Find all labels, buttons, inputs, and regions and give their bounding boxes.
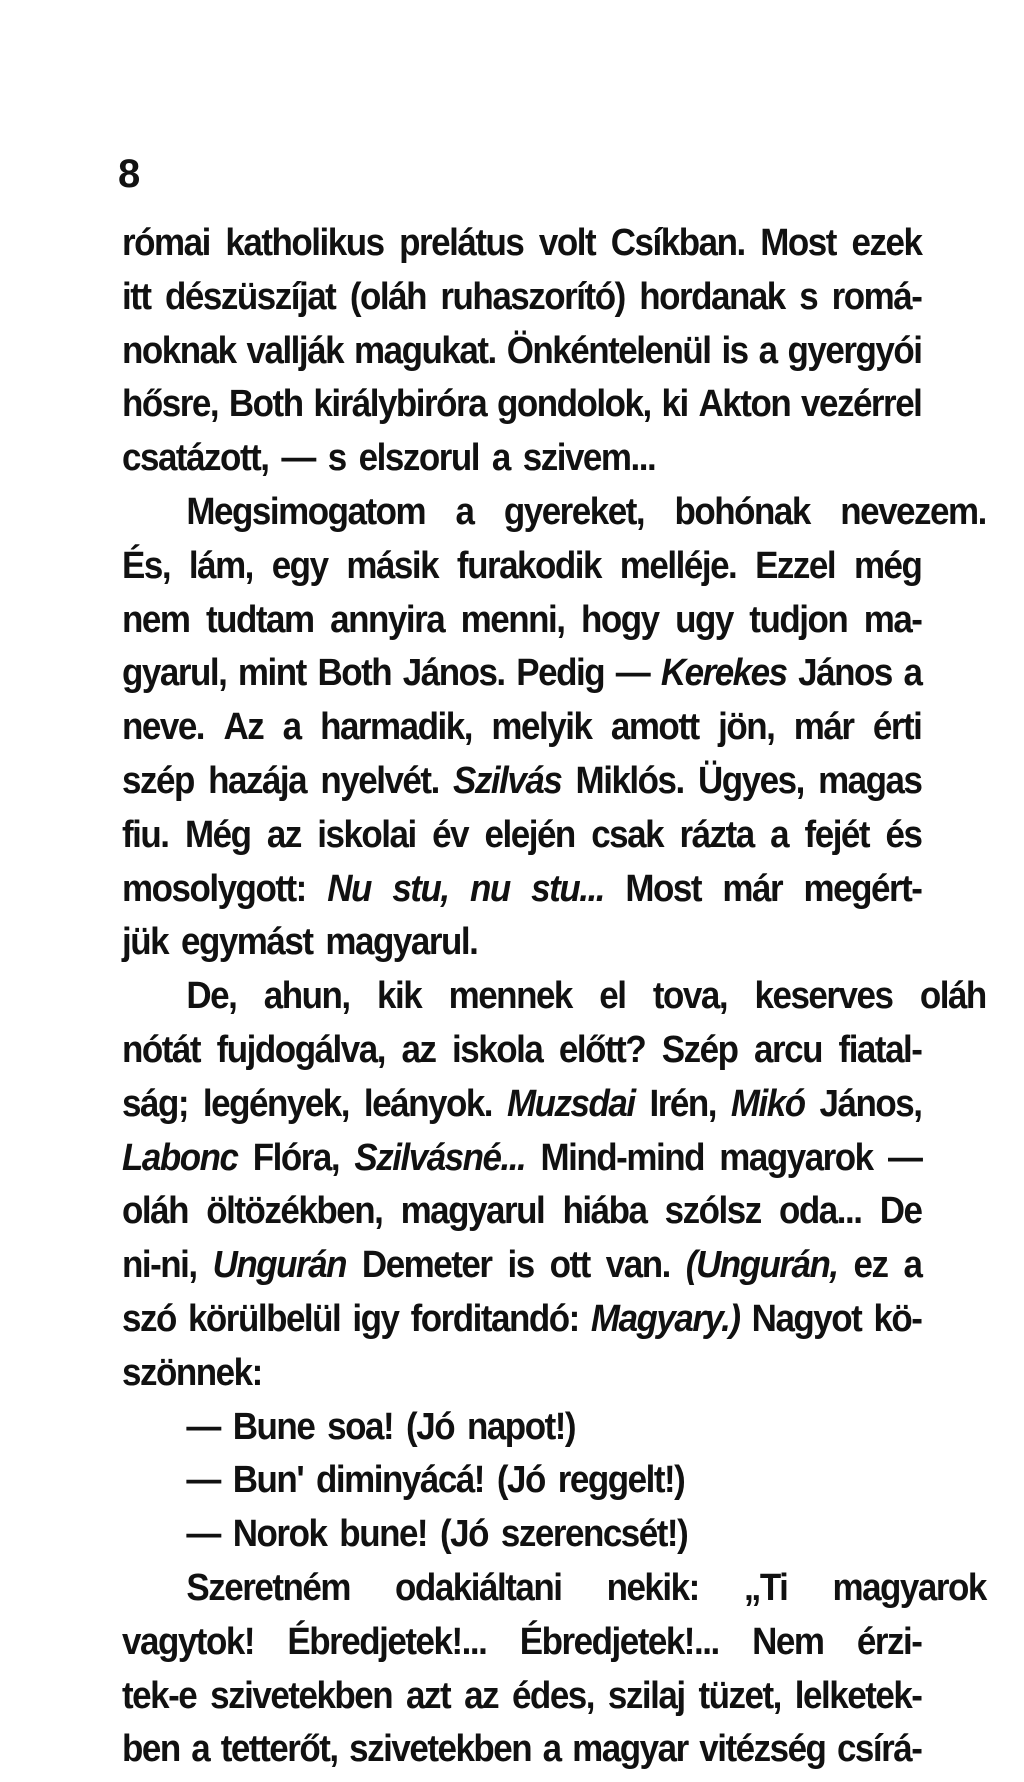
word: szivem... [522,437,656,480]
word: hordanak [639,275,785,318]
text-line [122,491,986,545]
word: tudtam [205,598,314,641]
word: nyelvét. [320,759,439,802]
word: megért- [803,867,922,910]
word: soa! [327,1405,394,1448]
word: s [799,275,818,318]
word: oda... [779,1190,862,1233]
word: vezérrel [801,383,922,426]
word: János [798,652,892,695]
word: ugy [675,598,733,641]
word: szerencsét!) [500,1513,688,1556]
word: neve. [122,706,205,749]
text-line [122,1675,921,1729]
word: gyergyói [787,329,922,372]
word: fiu. [122,813,169,856]
word: szivetekben [210,1674,393,1717]
word: lelketek- [794,1674,922,1717]
word: bohónak [674,490,810,533]
word: Most [760,222,836,264]
word: Irén, [649,1082,716,1125]
word: Még [184,813,251,856]
word: ahun, [263,975,350,1018]
word: — [887,1136,922,1179]
word: Norok [232,1513,327,1556]
word: Bun' [232,1459,304,1502]
text-line [122,1298,921,1352]
word: ben [122,1728,180,1771]
word: dészüszíjat [165,275,336,318]
text-line [122,437,921,491]
word: Miklós. [575,759,684,802]
word: és [885,813,922,856]
word: magyarul. [325,921,478,964]
word: ez [853,1244,888,1287]
word: is [507,1244,534,1287]
word: a [491,437,510,480]
word: annyira [330,598,445,641]
word: jük [122,921,169,964]
word: szivetekben [349,1728,532,1771]
word: Both [317,652,392,695]
word: hiába [562,1190,647,1233]
word: diminyácá! [316,1459,484,1502]
word: másik [346,544,439,587]
word: katholikus [225,222,384,264]
word: még [853,544,922,587]
word: Akton [698,383,791,426]
word: Both [228,383,303,426]
word: Ébredjetek!... [519,1620,719,1663]
word: lám, [188,544,253,587]
text-line [122,545,921,599]
word: (Jó [496,1459,545,1502]
text-line [122,330,921,384]
word: ott [549,1244,590,1287]
word: volt [538,222,596,264]
word: stu, [392,867,449,910]
word: már [793,706,854,749]
word: — [186,1513,220,1556]
word: az [464,1674,499,1717]
word: érti [872,706,922,749]
word: De [879,1190,922,1233]
word: magas [818,759,922,802]
word: nótát [122,1028,201,1071]
word: el [599,975,626,1018]
word: tetterőt, [220,1728,338,1771]
word: gondolok, [496,383,651,426]
word: menni, [460,598,565,641]
word: (Jó [439,1513,489,1556]
text-line [122,1621,921,1675]
word: János. [402,652,505,695]
word: Az [223,706,264,749]
text-line [122,1513,986,1567]
word: leányok. [363,1082,493,1125]
word: elején [484,813,575,856]
word: a [903,652,922,695]
word: prelátus [399,222,524,264]
word: Magyary.) [590,1297,740,1340]
word: szép [122,759,194,802]
word: nekik: [606,1566,699,1609]
word: magyarok [832,1566,986,1609]
word: melléje. [619,544,737,587]
word: a [903,1244,922,1287]
word: — [615,652,650,695]
word: stu... [531,867,604,910]
word: rázta [679,813,754,856]
text-line [122,1029,921,1083]
word: forditandó: [410,1297,579,1340]
word: ni-ni, [122,1244,197,1287]
text-line [122,652,921,706]
word: csatázott, [122,437,269,480]
word: tek-e [122,1674,197,1717]
word: (Jó [406,1405,455,1448]
word: királybiróra [313,383,487,426]
word: Muzsdai [506,1082,635,1125]
word: Nagyot [751,1297,862,1340]
word: egy [271,544,328,587]
word: Ébredjetek!... [287,1620,487,1663]
word: — [186,1405,220,1448]
word: „Ti [743,1566,788,1609]
word: Szilvás [453,759,562,802]
word: nevezem. [840,490,986,533]
word: harmadik, [320,706,472,749]
word: ezek [851,222,922,264]
word: legények, [202,1082,350,1125]
word: öltözékben, [206,1190,383,1233]
word: az [266,813,301,856]
word: keserves [754,975,893,1018]
word: szólsz [664,1190,761,1233]
text-line [122,1459,986,1513]
text-line [122,222,921,276]
word: Mind-mind [540,1136,704,1179]
word: fiatal- [838,1028,922,1071]
word: magyar [572,1728,688,1771]
word: hogy [580,598,659,641]
word: furakodik [456,544,602,587]
word: van. [605,1244,670,1287]
word: kö- [873,1297,922,1340]
text-line [122,868,921,922]
word: János, [819,1082,922,1125]
text-line [122,276,921,330]
word: itt [122,275,151,318]
word: nem [122,598,190,641]
word: — [281,437,315,480]
word: a [770,813,789,856]
word: azt [406,1674,451,1717]
word: év [432,813,469,856]
word: oláh [122,1190,188,1233]
word: Önkéntelenül [506,329,711,372]
word: kik [377,975,422,1018]
text-line [122,706,921,760]
word: És, [122,544,171,587]
word: Pedig [516,652,605,695]
word: gyereket, [503,490,645,533]
word: amott [610,706,699,749]
word: igy [352,1297,399,1340]
word: jön, [718,706,775,749]
word: érzi- [856,1620,922,1663]
word: tova, [652,975,728,1018]
word: hazája [208,759,307,802]
word: arcu [754,1028,822,1071]
word: bune! [339,1513,428,1556]
word: Ügyes, [698,759,804,802]
word: szönnek: [122,1351,262,1394]
word: már [722,867,783,910]
word: előtt? [558,1028,646,1071]
word: odakiáltani [395,1566,562,1609]
text-line [122,1137,921,1191]
word: is [721,329,748,372]
text-line [122,1406,986,1460]
word: ki [661,383,688,426]
word: Nu [327,867,371,910]
page-number: 8 [118,152,141,196]
word: Szép [661,1028,738,1071]
word: romá- [831,275,922,318]
word: ma- [863,598,922,641]
word: mosolygott: [122,867,306,910]
word: De, [186,975,237,1018]
text-line [122,599,921,653]
word: vagytok! [122,1620,254,1663]
word: nu [470,867,510,910]
text-line [122,1244,921,1298]
word: csak [591,813,664,856]
word: Megsimogatom [186,490,426,533]
text-line [122,383,921,437]
word: magyarok [719,1136,873,1179]
word: (oláh [349,275,426,318]
word: Nem [752,1620,824,1663]
word: szó [122,1297,176,1340]
word: — [186,1459,220,1502]
word: s [327,437,346,480]
text-line [122,1567,986,1621]
word: Csíkban. [610,222,745,264]
word: fejét [804,813,870,856]
word: Szilvásné... [354,1136,526,1179]
word: reggelt!) [557,1459,685,1502]
text-line [122,760,921,814]
word: noknak [122,329,236,372]
word: magyarul [400,1190,545,1233]
text-line [122,975,986,1029]
word: a [542,1728,561,1771]
word: melyik [491,706,592,749]
word: Most [625,867,702,910]
word: magukat. [354,329,496,372]
word: hősre, [122,383,219,426]
body-text [122,222,986,1782]
text-line [122,1352,921,1406]
word: körülbelül [187,1297,341,1340]
word: szilaj [607,1674,685,1717]
word: vallják [246,329,344,372]
word: tudjon [749,598,848,641]
word: Flóra, [252,1136,340,1179]
word: ság; [122,1082,188,1125]
word: napot!) [466,1405,576,1448]
word: Ezzel [755,544,836,587]
text-line [122,814,921,868]
word: Mikó [730,1082,805,1125]
text-line [122,1728,921,1782]
word: elszorul [358,437,479,480]
word: fujdogálva, [216,1028,385,1071]
word: tüzet, [698,1674,781,1717]
word: a [455,490,474,533]
word: Labonc [122,1136,238,1179]
word: az [401,1028,436,1071]
text-line [122,1190,921,1244]
word: római [122,222,210,264]
word: Szeretném [186,1566,350,1609]
text-line [122,1083,921,1137]
word: mint [237,652,306,695]
word: (Ungurán, [685,1244,838,1287]
word: gyarul, [122,652,227,695]
word: oláh [919,975,986,1018]
word: Ungurán [212,1244,347,1287]
word: Bune [232,1405,315,1448]
word: a [758,329,777,372]
word: ruhaszorító) [440,275,625,318]
word: vitézség [699,1728,826,1771]
word: egymást [180,921,313,964]
word: Kerekes [660,652,787,695]
word: csírá- [836,1728,922,1771]
word: édes, [511,1674,595,1717]
word: Demeter [361,1244,492,1287]
word: a [282,706,301,749]
word: a [191,1728,210,1771]
word: iskola [452,1028,543,1071]
word: iskolai [317,813,416,856]
word: mennek [448,975,572,1018]
text-line [122,921,921,975]
